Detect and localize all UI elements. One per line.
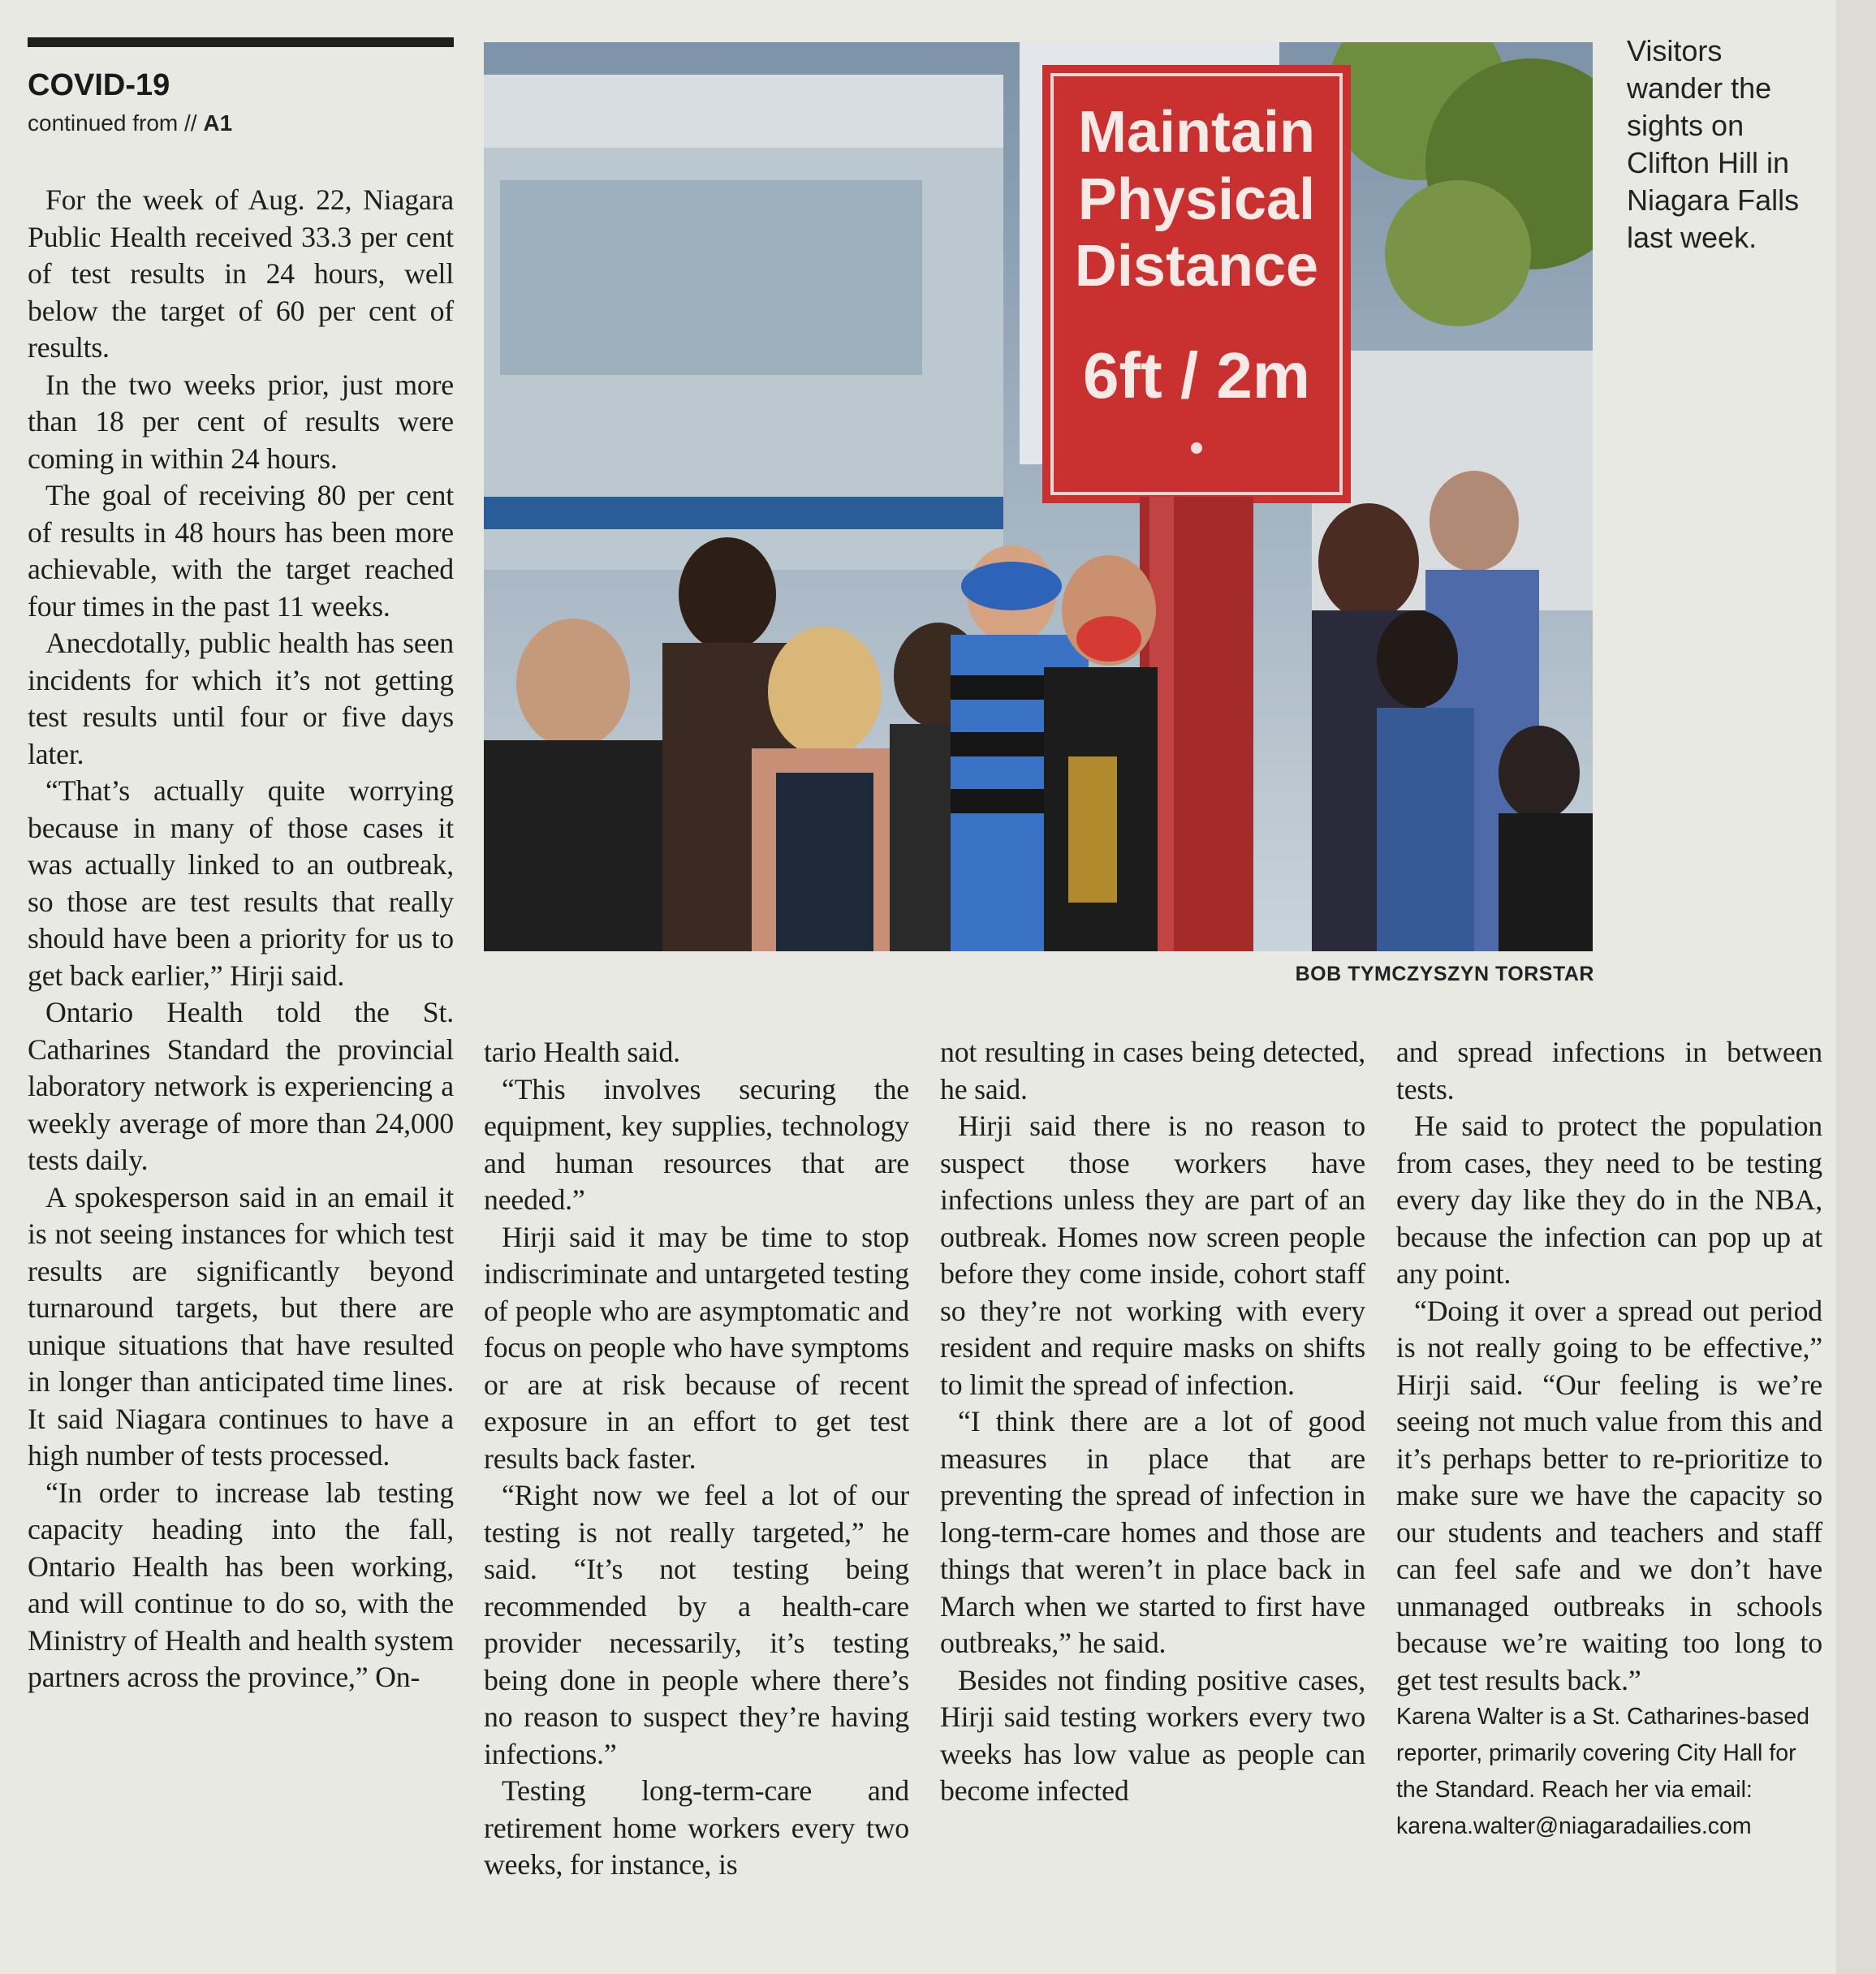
jump-prefix: continued from //	[28, 110, 197, 136]
section-kicker: COVID-19	[28, 68, 170, 102]
photo-caption: Visitors wander the sights on Clifton Hill in Niagara Falls last week.	[1627, 34, 1800, 254]
paragraph: “Right now we feel a lot of our testing is not really targeted,” he said. “It’s not testing being recommended by a health-care provider necessarily, it’s testing being done in people where there’s no reason to suspect they’re having infections.”	[484, 1479, 909, 1770]
paragraph: “I think there are a lot of good measures in place that are preventing the spread of infection in long-term-care homes and those are things that weren’t in place back in March when we started to first have outbreaks,” he said.	[940, 1405, 1365, 1659]
sign-text-3: Distance	[1074, 234, 1319, 299]
news-photo	[484, 42, 1593, 951]
paragraph: A spokesperson said in an email it is not seeing instances for which test results are significantly beyond turnaround targets, but there are unique situations that have resulted in longer than anticipated time lines. It said Niagara continues to have a high number of tests processed.	[28, 1180, 454, 1472]
author-bio: Karena Walter is a St. Catharines-based reporter, primarily covering City Hall for the Standard. Reach her via email: karena.walter@niagaradailies.com	[1396, 1704, 1810, 1839]
paragraph: Anecdotally, public health has seen incidents for which it’s not getting test results until four or five days later.	[28, 627, 454, 770]
paragraph: and spread infections in between tests.	[1396, 1036, 1822, 1106]
sign-text-1: Maintain	[1077, 100, 1316, 165]
paragraph: “Doing it over a spread out period is not really going to be effective,” Hirji said. “Our feeling is we’re seeing not much value from this and it’s perhaps better to re-prioritize to make sure we have the capacity so our students and teachers and staff can feel safe and we don’t have unmanaged outbreaks in schools because we’re waiting too long to get test results back.”	[1396, 1294, 1822, 1696]
paragraph: not resulting in cases being detected, he said.	[940, 1036, 1365, 1106]
photo-credit: BOB TYMCZYSZYN TORSTAR	[1295, 963, 1594, 985]
paragraph: He said to protect the population from cases, they need to be testing every day like they do in the NBA, because the infection can pop up at any point.	[1396, 1110, 1822, 1290]
paragraph: The goal of receiving 80 per cent of results in 48 hours has been more achievable, with the target reached four times in the past 11 weeks.	[28, 479, 454, 623]
sign-text-2: Physical	[1077, 167, 1316, 232]
sign-text-4: 6ft / 2m	[1082, 339, 1311, 412]
paragraph: “That’s actually quite worrying because in many of those cases it was actually linked to an outbreak, so those are test results that really should have been a priority for us to get back earlier,” Hirji said.	[28, 774, 454, 992]
adjacent-page-edge	[1836, 0, 1876, 1974]
paragraph: In the two weeks prior, just more than 18 per cent of results were coming in within 24 hours.	[28, 368, 454, 475]
photo-illustration	[484, 42, 1593, 951]
section-rule	[28, 37, 454, 47]
paragraph: Testing long-term-care and retirement home workers every two weeks, for instance, is	[484, 1774, 909, 1881]
article-column-4	[1396, 1034, 1822, 1845]
paragraph: Hirji said it may be time to stop indiscriminate and untargeted testing of people who are asymptomatic and focus on people who have symptoms or are at risk because of recent exposure in an effort to get test results back faster.	[484, 1220, 909, 1475]
article-column-1	[28, 182, 454, 1696]
article-column-2	[484, 1034, 909, 1884]
article-column-3	[940, 1034, 1365, 1810]
paragraph: Besides not finding positive cases, Hirji said testing workers every two weeks has low value as people can become infected	[940, 1663, 1365, 1807]
paragraph: For the week of Aug. 22, Niagara Public Health received 33.3 per cent of test results in 24 hours, well below the target of 60 per cent of results.	[28, 183, 454, 364]
paragraph: “This involves securing the equipment, key supplies, technology and human resources that are needed.”	[484, 1072, 909, 1216]
paragraph: tario Health said.	[484, 1036, 680, 1068]
paragraph: Hirji said there is no reason to suspect those workers have infections unless they are part of an outbreak. Homes now screen people before they come inside, cohort staff so they’re not working with every resident and require masks on shifts to limit the spread of infection.	[940, 1110, 1365, 1401]
paragraph: “In order to increase lab testing capacity heading into the fall, Ontario Health has been working, and will continue to do so, with the Ministry of Health and health system partners across the province,” On-	[28, 1476, 454, 1693]
jump-page: A1	[203, 110, 233, 136]
jump-line	[28, 110, 232, 136]
paragraph: Ontario Health told the St. Catharines Standard the provincial laboratory network is experiencing a weekly average of more than 24,000 tests daily.	[28, 996, 454, 1176]
